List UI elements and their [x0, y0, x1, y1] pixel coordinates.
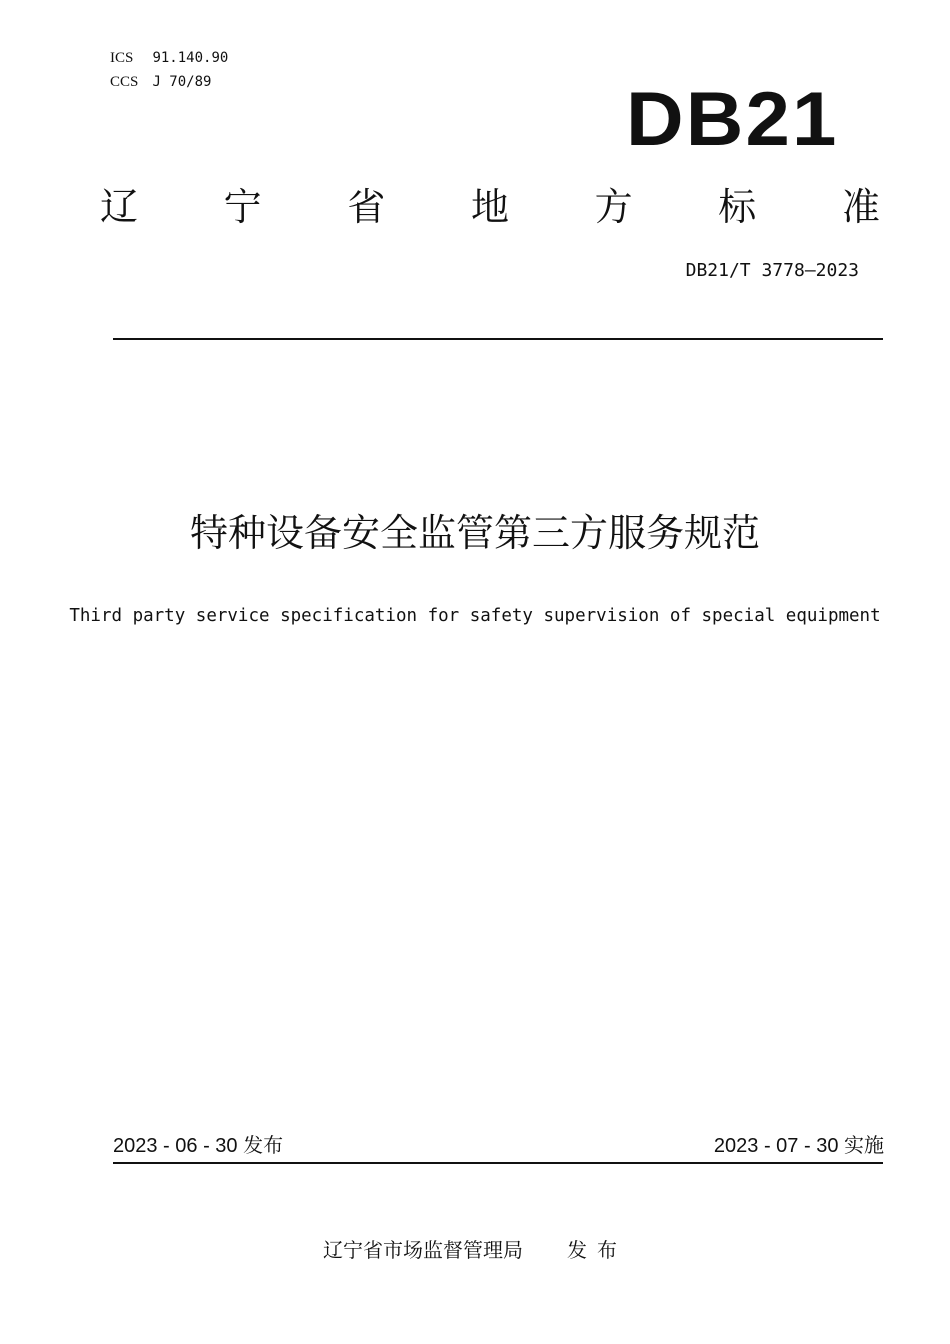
- document-title-chinese: 特种设备安全监管第三方服务规范: [189, 511, 760, 555]
- publish-action: 发布: [567, 1238, 627, 1262]
- ics-line: [110, 46, 228, 70]
- top-divider: [113, 338, 883, 340]
- ics-value: 91.140.90: [152, 50, 229, 66]
- db21-logo: DB21: [626, 77, 839, 162]
- bottom-divider: [113, 1162, 883, 1164]
- standard-type-char: 宁: [223, 185, 262, 229]
- standard-type-char: 辽: [100, 185, 139, 229]
- standard-type-char: 省: [347, 185, 386, 229]
- document-title-english: Third party service specification for safety supervision of special equipment: [69, 606, 881, 626]
- publisher-line: [0, 1236, 950, 1264]
- classification-codes: [110, 46, 228, 94]
- standard-type-char: 方: [594, 185, 633, 229]
- ccs-line: [110, 70, 228, 94]
- standard-type-char: 标: [718, 185, 757, 229]
- standard-type-char: 地: [470, 185, 509, 229]
- issue-date: 2023 - 06 - 30 发布: [113, 1135, 284, 1157]
- ccs-label: CCS: [110, 74, 139, 90]
- ics-label: ICS: [110, 50, 134, 66]
- implementation-date: 2023 - 07 - 30 实施: [713, 1135, 884, 1157]
- standard-type-char: 准: [841, 185, 880, 229]
- standard-number: DB21/T 3778—2023: [685, 260, 859, 281]
- ccs-value: J 70/89: [152, 74, 212, 90]
- publisher-name: 辽宁省市场监督管理局: [323, 1238, 523, 1262]
- standard-type-heading: [100, 182, 880, 232]
